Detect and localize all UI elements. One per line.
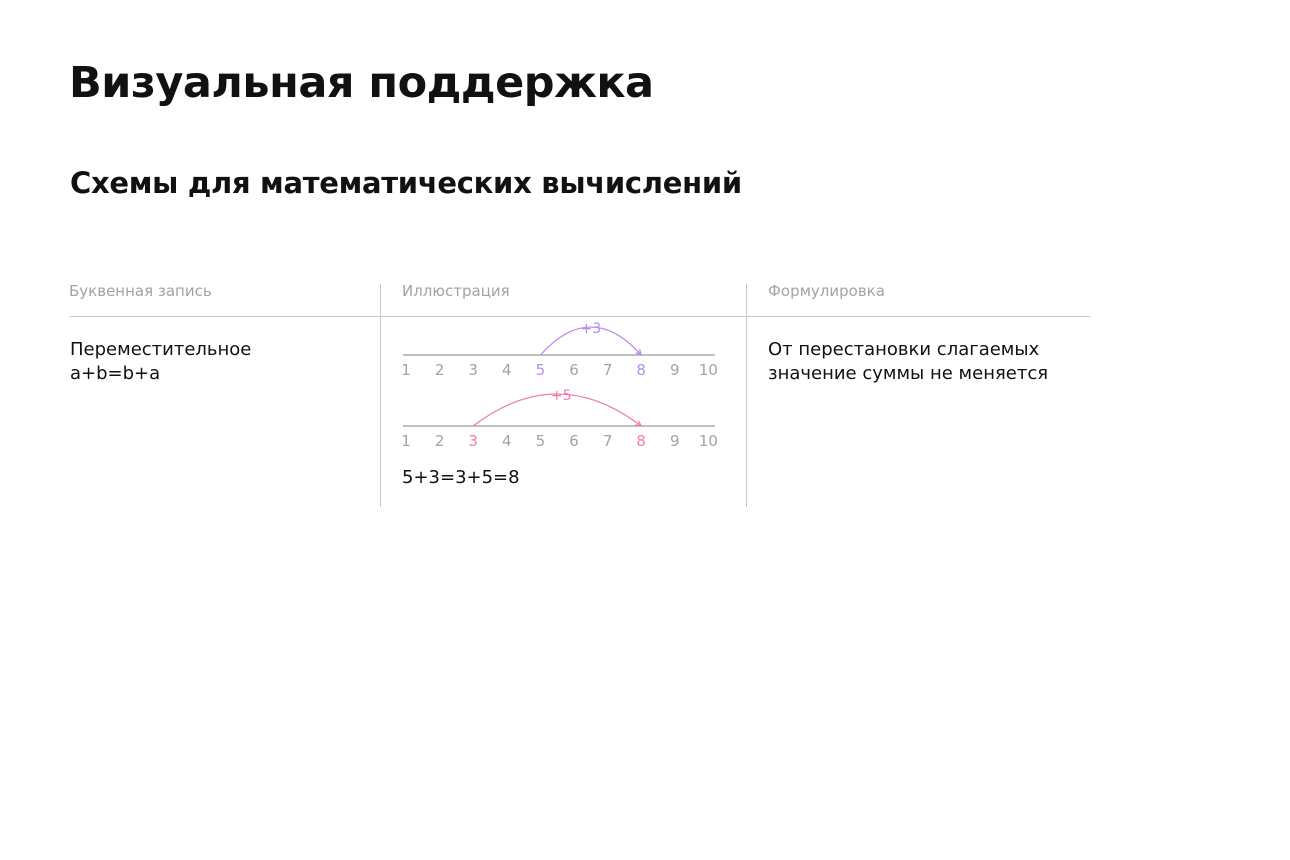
header-divider bbox=[70, 316, 1090, 317]
formulation-line-1: От перестановки слагаемых bbox=[768, 339, 1040, 360]
number-line-1-tick-1: 1 bbox=[401, 361, 411, 379]
number-line-2-tick-4: 4 bbox=[502, 432, 512, 450]
column-divider-2 bbox=[746, 284, 747, 507]
number-line-2-tick-3: 3 bbox=[468, 432, 478, 450]
number-line-1-tick-10: 10 bbox=[698, 361, 718, 379]
number-line-2-tick-8: 8 bbox=[636, 432, 646, 450]
example-equation: 5+3=3+5=8 bbox=[402, 467, 520, 488]
number-line-2-tick-2: 2 bbox=[434, 432, 445, 450]
page-title: Визуальная поддержка bbox=[69, 58, 654, 108]
number-line-1-tick-8: 8 bbox=[636, 361, 646, 379]
number-line-2-tick-6: 6 bbox=[569, 432, 579, 450]
number-line-2-tick-1: 1 bbox=[401, 432, 411, 450]
column-header-notation: Буквенная запись bbox=[69, 282, 212, 300]
number-line-1-tick-7: 7 bbox=[602, 361, 613, 379]
column-divider-1 bbox=[380, 284, 381, 507]
number-line-2-tick-7: 7 bbox=[602, 432, 613, 450]
number-line-1-tick-6: 6 bbox=[569, 361, 579, 379]
formulation-line-2: значение суммы не меняется bbox=[768, 363, 1049, 384]
notation-formula: a+b=b+a bbox=[70, 363, 161, 384]
notation-name: Переместительное bbox=[70, 339, 252, 360]
number-line-1-tick-9: 9 bbox=[670, 361, 680, 379]
number-line-2-tick-9: 9 bbox=[670, 432, 680, 450]
number-line-illustration bbox=[396, 322, 726, 452]
number-line-1-jump-label: +3 bbox=[580, 321, 602, 337]
number-line-2-tick-5: 5 bbox=[535, 432, 546, 450]
column-header-formulation: Формулировка bbox=[768, 282, 885, 300]
column-header-illustration: Иллюстрация bbox=[402, 282, 510, 300]
page-subtitle: Схемы для математических вычислений bbox=[70, 166, 742, 200]
number-line-1-tick-5: 5 bbox=[535, 361, 546, 379]
number-line-1-tick-2: 2 bbox=[434, 361, 445, 379]
number-line-2-jump-label: +5 bbox=[550, 388, 572, 404]
number-line-2-tick-10: 10 bbox=[698, 432, 718, 450]
number-line-1-tick-4: 4 bbox=[502, 361, 512, 379]
number-line-1-tick-3: 3 bbox=[468, 361, 478, 379]
